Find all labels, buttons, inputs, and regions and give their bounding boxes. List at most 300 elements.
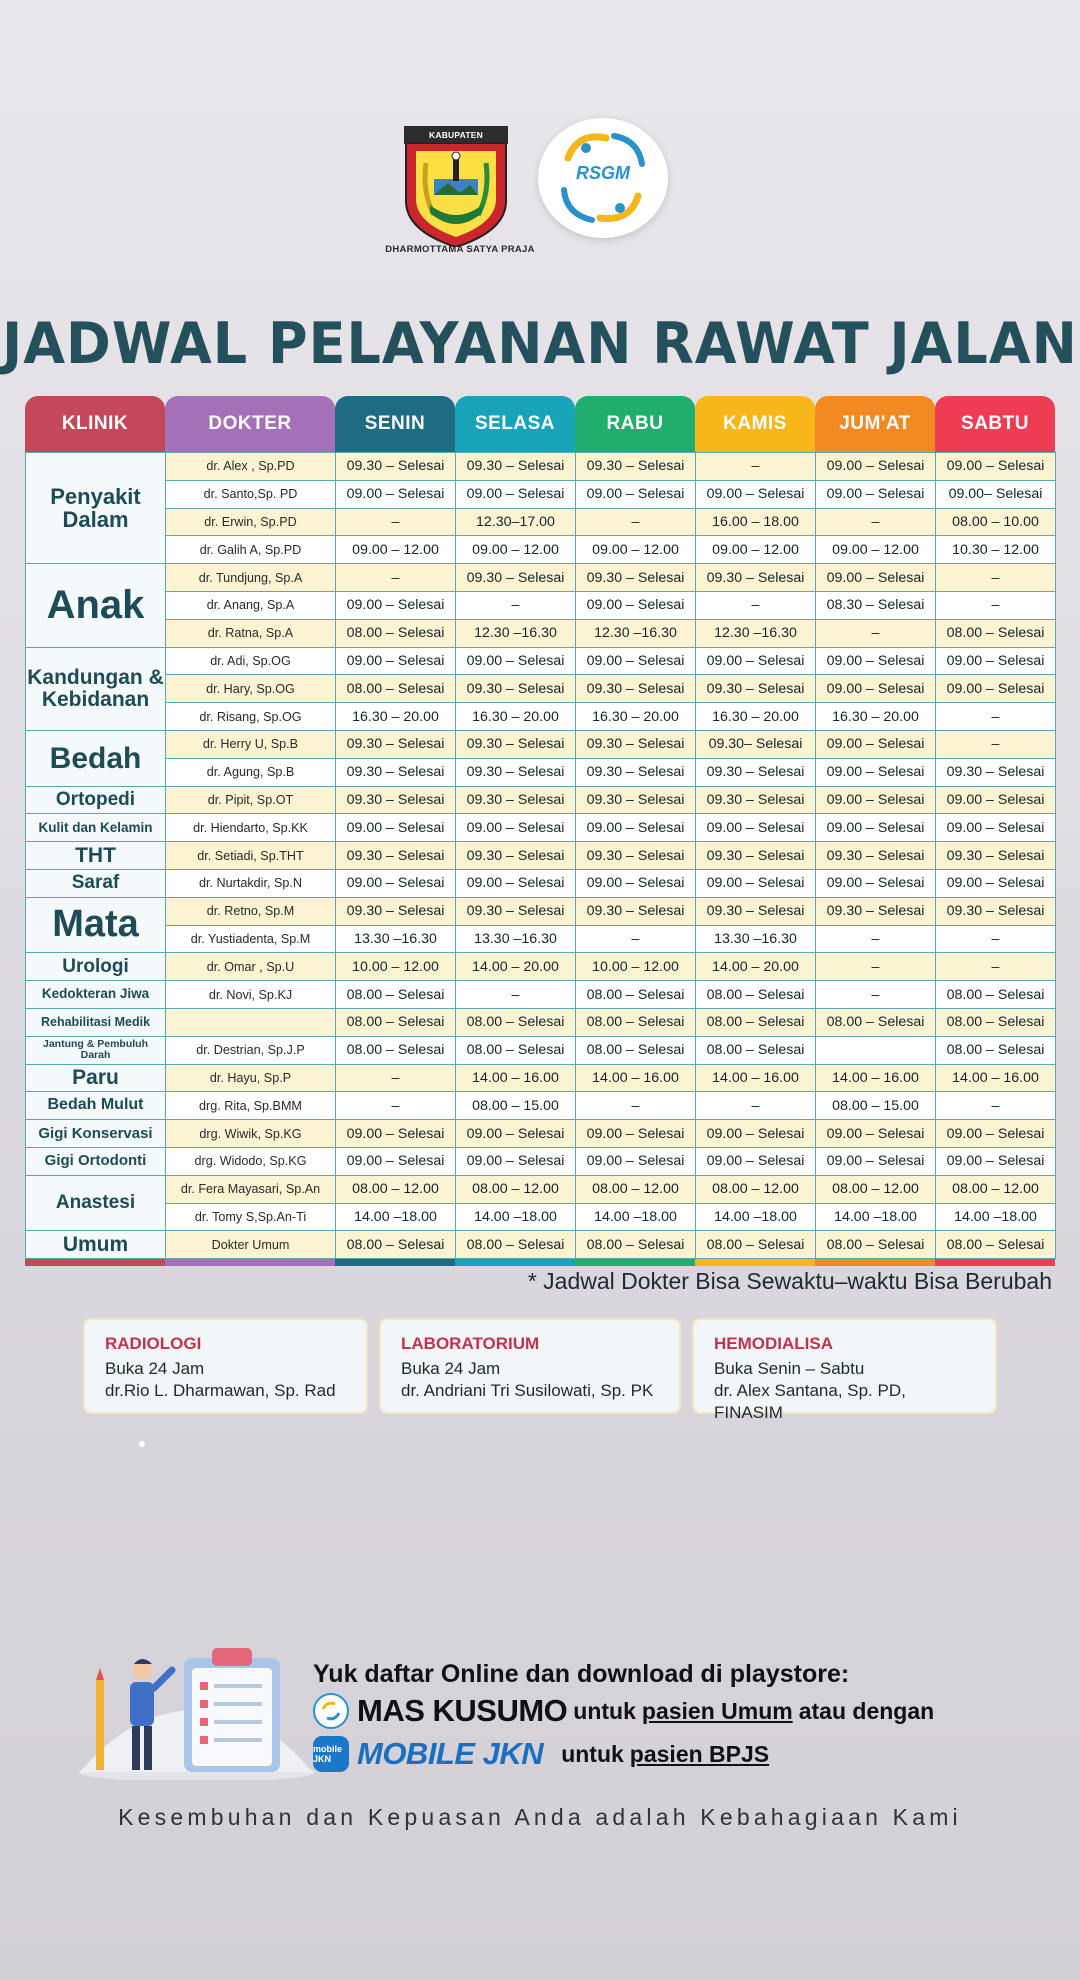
schedule-cell-jumat: 09.00 – Selesai: [816, 1147, 936, 1175]
table-row: [26, 842, 1056, 870]
page-title: JADWAL PELAYANAN RAWAT JALAN: [2, 310, 1078, 377]
table-row: [26, 758, 1056, 786]
doctor-name: dr. Omar , Sp.U: [166, 953, 336, 981]
schedule-cell-rabu: 09.00 – 12.00: [576, 536, 696, 564]
schedule-cell-senin: 09.00 – Selesai: [336, 647, 456, 675]
schedule-cell-kamis: 09.30 – Selesai: [696, 758, 816, 786]
table-row: [26, 897, 1056, 925]
schedule-cell-rabu: 09.30 – Selesai: [576, 730, 696, 758]
bottom-bar-selasa: [455, 1259, 575, 1266]
schedule-cell-kamis: 09.00 – Selesai: [696, 869, 816, 897]
schedule-cell-kamis: –: [696, 453, 816, 481]
table-row: [26, 703, 1056, 731]
schedule-cell-senin: 09.00 – Selesai: [336, 1120, 456, 1148]
schedule-cell-kamis: 16.30 – 20.00: [696, 703, 816, 731]
klinik-name: Penyakit Dalam: [26, 453, 166, 564]
schedule-cell-senin: –: [336, 1092, 456, 1120]
schedule-cell-jumat: 09.00 – Selesai: [816, 453, 936, 481]
schedule-cell-selasa: 09.00 – Selesai: [456, 1120, 576, 1148]
promo-mobile-jkn: [313, 1736, 769, 1772]
schedule-cell-jumat: 09.00 – Selesai: [816, 1120, 936, 1148]
schedule-cell-kamis: 09.30 – Selesai: [696, 675, 816, 703]
card-doctor: dr. Alex Santana, Sp. PD, FINASIM: [714, 1381, 906, 1422]
schedule-cell-sabtu: 09.00– Selesai: [936, 480, 1056, 508]
table-row: [26, 647, 1056, 675]
table-row: [26, 675, 1056, 703]
bottom-bar-senin: [335, 1259, 455, 1266]
header-logos: [0, 118, 1080, 268]
schedule-cell-kamis: 09.30 – Selesai: [696, 842, 816, 870]
doctor-name: [166, 1008, 336, 1036]
schedule-cell-senin: 08.00 – Selesai: [336, 1231, 456, 1259]
schedule-table: [25, 396, 1055, 1266]
schedule-cell-jumat: –: [816, 508, 936, 536]
doctor-name: dr. Nurtakdir, Sp.N: [166, 869, 336, 897]
klinik-name: Bedah: [26, 730, 166, 786]
doctor-name: drg. Wiwik, Sp.KG: [166, 1120, 336, 1148]
klinik-name: Urologi: [26, 953, 166, 981]
schedule-cell-selasa: 09.00 – 12.00: [456, 536, 576, 564]
schedule-cell-jumat: –: [816, 925, 936, 953]
klinik-name: Jantung & Pembuluh Darah: [26, 1036, 166, 1064]
table-row: [26, 1231, 1056, 1259]
schedule-cell-senin: –: [336, 508, 456, 536]
schedule-cell-sabtu: 14.00 – 16.00: [936, 1064, 1056, 1092]
schedule-cell-rabu: 09.30 – Selesai: [576, 758, 696, 786]
doctor-name: dr. Galih A, Sp.PD: [166, 536, 336, 564]
schedule-cell-jumat: 08.00 – Selesai: [816, 1008, 936, 1036]
schedule-cell-senin: 10.00 – 12.00: [336, 953, 456, 981]
schedule-cell-rabu: 09.00 – Selesai: [576, 647, 696, 675]
schedule-cell-sabtu: 09.30 – Selesai: [936, 842, 1056, 870]
schedule-cell-sabtu: –: [936, 925, 1056, 953]
clipboard-person-icon: [72, 1640, 317, 1780]
schedule-cell-senin: 14.00 –18.00: [336, 1203, 456, 1231]
schedule-cell-selasa: 08.00 – Selesai: [456, 1036, 576, 1064]
schedule-cell-senin: 09.00 – Selesai: [336, 480, 456, 508]
schedule-cell-jumat: 09.00 – Selesai: [816, 869, 936, 897]
schedule-cell-sabtu: 08.00 – Selesai: [936, 981, 1056, 1009]
table-row: [26, 508, 1056, 536]
schedule-cell-senin: 08.00 – Selesai: [336, 1008, 456, 1036]
card-hours: Buka Senin – Sabtu: [714, 1359, 865, 1378]
decorative-dot: [139, 1441, 145, 1447]
doctor-name: dr. Fera Mayasari, Sp.An: [166, 1175, 336, 1203]
table-bottom-bars: [25, 1259, 1055, 1266]
table-row: [26, 1064, 1056, 1092]
schedule-cell-selasa: 09.30 – Selesai: [456, 675, 576, 703]
card-title: RADIOLOGI: [105, 1334, 202, 1353]
schedule-cell-rabu: 09.30 – Selesai: [576, 675, 696, 703]
table-row: [26, 591, 1056, 619]
table-row: [26, 1092, 1056, 1120]
schedule-cell-jumat: 09.00 – Selesai: [816, 786, 936, 814]
schedule-cell-jumat: –: [816, 619, 936, 647]
klinik-name: Saraf: [26, 869, 166, 897]
schedule-cell-selasa: 08.00 – Selesai: [456, 1008, 576, 1036]
schedule-cell-jumat: 08.00 – 15.00: [816, 1092, 936, 1120]
promo-text-untuk: untuk: [561, 1740, 624, 1767]
schedule-cell-selasa: 12.30 –16.30: [456, 619, 576, 647]
schedule-cell-sabtu: 08.00 – 10.00: [936, 508, 1056, 536]
schedule-cell-rabu: 09.00 – Selesai: [576, 1147, 696, 1175]
bottom-bar-rabu: [575, 1259, 695, 1266]
header-selasa: SELASA: [455, 396, 575, 452]
schedule-cell-jumat: 09.00 – 12.00: [816, 536, 936, 564]
doctor-name: dr. Erwin, Sp.PD: [166, 508, 336, 536]
header-jumat: JUM'AT: [815, 396, 935, 452]
schedule-cell-selasa: 14.00 – 16.00: [456, 1064, 576, 1092]
table-row: [26, 1008, 1056, 1036]
schedule-cell-selasa: 09.00 – Selesai: [456, 869, 576, 897]
doctor-name: dr. Adi, Sp.OG: [166, 647, 336, 675]
schedule-cell-selasa: 08.00 – Selesai: [456, 1231, 576, 1259]
table-header-row: [25, 396, 1055, 452]
schedule-cell-senin: 09.00 – 12.00: [336, 536, 456, 564]
schedule-cell-sabtu: 08.00 – Selesai: [936, 1231, 1056, 1259]
schedule-cell-selasa: 09.00 – Selesai: [456, 814, 576, 842]
schedule-cell-selasa: 09.00 – Selesai: [456, 480, 576, 508]
schedule-cell-senin: 08.00 – Selesai: [336, 675, 456, 703]
schedule-cell-kamis: 14.00 –18.00: [696, 1203, 816, 1231]
schedule-cell-sabtu: 09.30 – Selesai: [936, 897, 1056, 925]
header-klinik: KLINIK: [25, 396, 165, 452]
schedule-cell-rabu: 09.30 – Selesai: [576, 786, 696, 814]
bottom-bar-sabtu: [935, 1259, 1055, 1266]
schedule-cell-sabtu: –: [936, 953, 1056, 981]
schedule-cell-sabtu: 09.00 – Selesai: [936, 1120, 1056, 1148]
table-row: [26, 869, 1056, 897]
schedule-cell-senin: –: [336, 564, 456, 592]
doctor-name: dr. Pipit, Sp.OT: [166, 786, 336, 814]
doctor-name: dr. Hayu, Sp.P: [166, 1064, 336, 1092]
schedule-cell-jumat: 09.00 – Selesai: [816, 758, 936, 786]
service-cards: [83, 1318, 998, 1422]
schedule-cell-rabu: 09.00 – Selesai: [576, 869, 696, 897]
schedule-cell-rabu: 08.00 – Selesai: [576, 1008, 696, 1036]
schedule-cell-kamis: 08.00 – Selesai: [696, 1008, 816, 1036]
card-doctor: dr. Andriani Tri Susilowati, Sp. PK: [401, 1381, 654, 1400]
header-rabu: RABU: [575, 396, 695, 452]
schedule-cell-senin: 09.00 – Selesai: [336, 814, 456, 842]
doctor-name: Dokter Umum: [166, 1231, 336, 1259]
doctor-name: drg. Rita, Sp.BMM: [166, 1092, 336, 1120]
schedule-cell-kamis: 14.00 – 20.00: [696, 953, 816, 981]
schedule-cell-jumat: 09.00 – Selesai: [816, 814, 936, 842]
klinik-name: Anak: [26, 564, 166, 647]
schedule-cell-sabtu: 08.00 – Selesai: [936, 1008, 1056, 1036]
doctor-name: dr. Yustiadenta, Sp.M: [166, 925, 336, 953]
table-row: [26, 564, 1056, 592]
schedule-cell-senin: 09.00 – Selesai: [336, 591, 456, 619]
card-title: HEMODIALISA: [714, 1334, 833, 1353]
schedule-cell-kamis: 08.00 – Selesai: [696, 981, 816, 1009]
bottom-bar-klinik: [25, 1259, 165, 1266]
promo-headline: Yuk daftar Online dan download di playstore:: [313, 1660, 850, 1688]
schedule-cell-selasa: –: [456, 981, 576, 1009]
schedule-cell-jumat: 08.00 – 12.00: [816, 1175, 936, 1203]
schedule-cell-rabu: 09.30 – Selesai: [576, 453, 696, 481]
schedule-cell-senin: 13.30 –16.30: [336, 925, 456, 953]
card-laboratorium: [379, 1318, 681, 1414]
klinik-name: Kulit dan Kelamin: [26, 814, 166, 842]
doctor-name: dr. Destrian, Sp.J.P: [166, 1036, 336, 1064]
promo-text-untuk: untuk: [573, 1697, 636, 1724]
schedule-cell-sabtu: 08.00 – 12.00: [936, 1175, 1056, 1203]
doctor-name: dr. Retno, Sp.M: [166, 897, 336, 925]
tagline: Kesembuhan dan Kepuasan Anda adalah Kebahagiaan Kami: [118, 1804, 962, 1830]
schedule-cell-senin: 09.30 – Selesai: [336, 730, 456, 758]
schedule-cell-kamis: 09.00 – Selesai: [696, 1147, 816, 1175]
schedule-cell-rabu: 09.30 – Selesai: [576, 564, 696, 592]
klinik-name: Anastesi: [26, 1175, 166, 1231]
schedule-cell-rabu: 09.00 – Selesai: [576, 814, 696, 842]
schedule-cell-sabtu: –: [936, 730, 1056, 758]
schedule-cell-senin: 08.00 – Selesai: [336, 981, 456, 1009]
schedule-cell-selasa: 14.00 –18.00: [456, 1203, 576, 1231]
mobile-jkn-app-name[interactable]: MOBILE JKN: [357, 1736, 544, 1771]
schedule-cell-rabu: 14.00 – 16.00: [576, 1064, 696, 1092]
table-row: [26, 814, 1056, 842]
schedule-cell-kamis: 09.00 – Selesai: [696, 647, 816, 675]
table-row: [26, 786, 1056, 814]
schedule-cell-jumat: 09.00 – Selesai: [816, 480, 936, 508]
promo-text-atau-dengan: atau dengan: [798, 1697, 935, 1724]
schedule-cell-jumat: 09.00 – Selesai: [816, 730, 936, 758]
bottom-bar-kamis: [695, 1259, 815, 1266]
rsgm-logo-text: RSGM: [576, 163, 630, 183]
schedule-cell-selasa: 09.30 – Selesai: [456, 758, 576, 786]
schedule-cell-sabtu: 10.30 – 12.00: [936, 536, 1056, 564]
table-row: [26, 480, 1056, 508]
schedule-cell-senin: 09.00 – Selesai: [336, 1147, 456, 1175]
schedule-cell-rabu: 09.00 – Selesai: [576, 591, 696, 619]
schedule-cell-sabtu: –: [936, 703, 1056, 731]
schedule-cell-rabu: 09.30 – Selesai: [576, 897, 696, 925]
doctor-name: dr. Tomy S,Sp.An-Ti: [166, 1203, 336, 1231]
promo-text-pasien-umum: pasien Umum: [641, 1697, 793, 1724]
schedule-cell-kamis: 08.00 – Selesai: [696, 1231, 816, 1259]
table-row: [26, 1120, 1056, 1148]
schedule-cell-sabtu: 09.00 – Selesai: [936, 675, 1056, 703]
schedule-cell-selasa: 09.30 – Selesai: [456, 897, 576, 925]
klinik-name: Bedah Mulut: [26, 1092, 166, 1120]
klinik-name: Kandungan & Kebidanan: [26, 647, 166, 730]
schedule-cell-jumat: 09.00 – Selesai: [816, 564, 936, 592]
schedule-cell-sabtu: 09.00 – Selesai: [936, 869, 1056, 897]
schedule-cell-sabtu: 09.00 – Selesai: [936, 1147, 1056, 1175]
table-row: [26, 925, 1056, 953]
header-kamis: KAMIS: [695, 396, 815, 452]
bottom-bar-dokter: [165, 1259, 335, 1266]
schedule-cell-sabtu: –: [936, 564, 1056, 592]
mobile-jkn-app-icon: mobile JKN: [313, 1736, 349, 1772]
schedule-cell-rabu: –: [576, 1092, 696, 1120]
schedule-cell-jumat: 09.00 – Selesai: [816, 647, 936, 675]
schedule-cell-kamis: 09.30 – Selesai: [696, 897, 816, 925]
bottom-bar-jumat: [815, 1259, 935, 1266]
schedule-cell-senin: 09.30 – Selesai: [336, 897, 456, 925]
schedule-cell-senin: 09.30 – Selesai: [336, 453, 456, 481]
schedule-cell-kamis: 08.00 – Selesai: [696, 1036, 816, 1064]
schedule-cell-jumat: 09.30 – Selesai: [816, 842, 936, 870]
crest-top-label: KABUPATEN: [404, 126, 508, 144]
schedule-cell-sabtu: 09.00 – Selesai: [936, 453, 1056, 481]
schedule-cell-kamis: –: [696, 591, 816, 619]
schedule-cell-rabu: 09.00 – Selesai: [576, 480, 696, 508]
schedule-cell-kamis: 09.00 – Selesai: [696, 1120, 816, 1148]
schedule-cell-rabu: 09.30 – Selesai: [576, 842, 696, 870]
schedule-cell-kamis: 13.30 –16.30: [696, 925, 816, 953]
registration-illustration: [72, 1640, 317, 1780]
schedule-cell-senin: 09.30 – Selesai: [336, 758, 456, 786]
schedule-cell-kamis: 12.30 –16.30: [696, 619, 816, 647]
schedule-cell-sabtu: –: [936, 591, 1056, 619]
schedule-cell-jumat: –: [816, 981, 936, 1009]
schedule-cell-senin: 09.00 – Selesai: [336, 869, 456, 897]
schedule-cell-senin: 08.00 – 12.00: [336, 1175, 456, 1203]
mas-kusumo-app-icon: [313, 1693, 349, 1729]
schedule-cell-kamis: 09.30 – Selesai: [696, 564, 816, 592]
schedule-cell-rabu: 16.30 – 20.00: [576, 703, 696, 731]
doctor-name: dr. Setiadi, Sp.THT: [166, 842, 336, 870]
klinik-name: Umum: [26, 1231, 166, 1259]
table-row: [26, 453, 1056, 481]
schedule-cell-rabu: 08.00 – 12.00: [576, 1175, 696, 1203]
klinik-name: Gigi Konservasi: [26, 1120, 166, 1148]
schedule-cell-rabu: –: [576, 508, 696, 536]
table-row: [26, 536, 1056, 564]
table-row: [26, 1203, 1056, 1231]
schedule-cell-rabu: 12.30 –16.30: [576, 619, 696, 647]
card-title: LABORATORIUM: [401, 1334, 540, 1353]
doctor-name: dr. Santo,Sp. PD: [166, 480, 336, 508]
klinik-name: Paru: [26, 1064, 166, 1092]
table-row: [26, 1036, 1056, 1064]
schedule-cell-selasa: 08.00 – 12.00: [456, 1175, 576, 1203]
schedule-cell-selasa: 14.00 – 20.00: [456, 953, 576, 981]
schedule-cell-jumat: 08.00 – Selesai: [816, 1231, 936, 1259]
schedule-cell-sabtu: 08.00 – Selesai: [936, 619, 1056, 647]
schedule-cell-senin: 16.30 – 20.00: [336, 703, 456, 731]
schedule-cell-kamis: 08.00 – 12.00: [696, 1175, 816, 1203]
schedule-cell-senin: 08.00 – Selesai: [336, 619, 456, 647]
mas-kusumo-app-name[interactable]: MAS KUSUMO: [357, 1693, 568, 1728]
table-row: [26, 1175, 1056, 1203]
header-sabtu: SABTU: [935, 396, 1055, 452]
schedule-grid: [25, 452, 1056, 1259]
schedule-cell-senin: 09.30 – Selesai: [336, 786, 456, 814]
schedule-cell-selasa: 09.30 – Selesai: [456, 842, 576, 870]
schedule-cell-rabu: 09.00 – Selesai: [576, 1120, 696, 1148]
promo-text-pasien-bpjs: pasien BPJS: [629, 1740, 770, 1767]
schedule-cell-kamis: 14.00 – 16.00: [696, 1064, 816, 1092]
schedule-cell-jumat: 14.00 – 16.00: [816, 1064, 936, 1092]
crest-motto: DHARMOTTAMA SATYA PRAJA: [385, 244, 535, 255]
klinik-name: Gigi Ortodonti: [26, 1147, 166, 1175]
schedule-cell-jumat: 08.30 – Selesai: [816, 591, 936, 619]
schedule-cell-rabu: 08.00 – Selesai: [576, 1231, 696, 1259]
klinik-name: THT: [26, 842, 166, 870]
doctor-name: dr. Herry U, Sp.B: [166, 730, 336, 758]
schedule-cell-jumat: 14.00 –18.00: [816, 1203, 936, 1231]
schedule-cell-selasa: 09.30 – Selesai: [456, 730, 576, 758]
doctor-name: dr. Hiendarto, Sp.KK: [166, 814, 336, 842]
schedule-cell-selasa: 08.00 – 15.00: [456, 1092, 576, 1120]
doctor-name: dr. Alex , Sp.PD: [166, 453, 336, 481]
card-hours: Buka 24 Jam: [401, 1359, 501, 1378]
schedule-cell-kamis: –: [696, 1092, 816, 1120]
schedule-cell-rabu: 08.00 – Selesai: [576, 1036, 696, 1064]
rsgm-logo: [538, 118, 668, 238]
klinik-name: Ortopedi: [26, 786, 166, 814]
schedule-cell-selasa: 09.30 – Selesai: [456, 453, 576, 481]
schedule-cell-kamis: 09.30– Selesai: [696, 730, 816, 758]
promo-mas-kusumo: [313, 1693, 934, 1729]
doctor-name: dr. Risang, Sp.OG: [166, 703, 336, 731]
kabupaten-semarang-crest: [404, 126, 508, 246]
schedule-cell-selasa: 09.00 – Selesai: [456, 1147, 576, 1175]
schedule-cell-senin: –: [336, 1064, 456, 1092]
schedule-cell-selasa: 12.30–17.00: [456, 508, 576, 536]
header-dokter: DOKTER: [165, 396, 335, 452]
card-doctor: dr.Rio L. Dharmawan, Sp. Rad: [105, 1381, 336, 1400]
schedule-cell-selasa: 09.00 – Selesai: [456, 647, 576, 675]
doctor-name: dr. Hary, Sp.OG: [166, 675, 336, 703]
table-row: [26, 981, 1056, 1009]
schedule-cell-selasa: 13.30 –16.30: [456, 925, 576, 953]
schedule-cell-selasa: 16.30 – 20.00: [456, 703, 576, 731]
schedule-cell-sabtu: 08.00 – Selesai: [936, 1036, 1056, 1064]
schedule-cell-rabu: 08.00 – Selesai: [576, 981, 696, 1009]
doctor-name: dr. Agung, Sp.B: [166, 758, 336, 786]
schedule-cell-kamis: 16.00 – 18.00: [696, 508, 816, 536]
table-row: [26, 730, 1056, 758]
schedule-cell-jumat: 09.00 – Selesai: [816, 675, 936, 703]
doctor-name: dr. Anang, Sp.A: [166, 591, 336, 619]
schedule-cell-kamis: 09.00 – Selesai: [696, 480, 816, 508]
doctor-name: dr. Ratna, Sp.A: [166, 619, 336, 647]
schedule-cell-rabu: 10.00 – 12.00: [576, 953, 696, 981]
doctor-name: dr. Novi, Sp.KJ: [166, 981, 336, 1009]
schedule-cell-kamis: 09.00 – 12.00: [696, 536, 816, 564]
klinik-name: Rehabilitasi Medik: [26, 1008, 166, 1036]
schedule-cell-sabtu: –: [936, 1092, 1056, 1120]
card-radiologi: [83, 1318, 368, 1414]
schedule-cell-jumat: [816, 1036, 936, 1064]
schedule-cell-jumat: –: [816, 953, 936, 981]
schedule-cell-sabtu: 09.00 – Selesai: [936, 786, 1056, 814]
schedule-cell-senin: 08.00 – Selesai: [336, 1036, 456, 1064]
schedule-cell-sabtu: 09.00 – Selesai: [936, 814, 1056, 842]
schedule-note: * Jadwal Dokter Bisa Sewaktu–waktu Bisa Berubah: [527, 1268, 1052, 1294]
doctor-name: dr. Tundjung, Sp.A: [166, 564, 336, 592]
schedule-cell-selasa: 09.30 – Selesai: [456, 564, 576, 592]
schedule-cell-sabtu: 09.30 – Selesai: [936, 758, 1056, 786]
schedule-cell-rabu: –: [576, 925, 696, 953]
table-row: [26, 619, 1056, 647]
klinik-name: Mata: [26, 897, 166, 953]
schedule-cell-kamis: 09.00 – Selesai: [696, 814, 816, 842]
crest-shield-icon: [404, 143, 508, 247]
schedule-cell-jumat: 16.30 – 20.00: [816, 703, 936, 731]
schedule-cell-rabu: 14.00 –18.00: [576, 1203, 696, 1231]
klinik-name: Kedokteran Jiwa: [26, 981, 166, 1009]
schedule-cell-jumat: 09.30 – Selesai: [816, 897, 936, 925]
table-row: [26, 1147, 1056, 1175]
schedule-cell-kamis: 09.30 – Selesai: [696, 786, 816, 814]
card-hours: Buka 24 Jam: [105, 1359, 205, 1378]
